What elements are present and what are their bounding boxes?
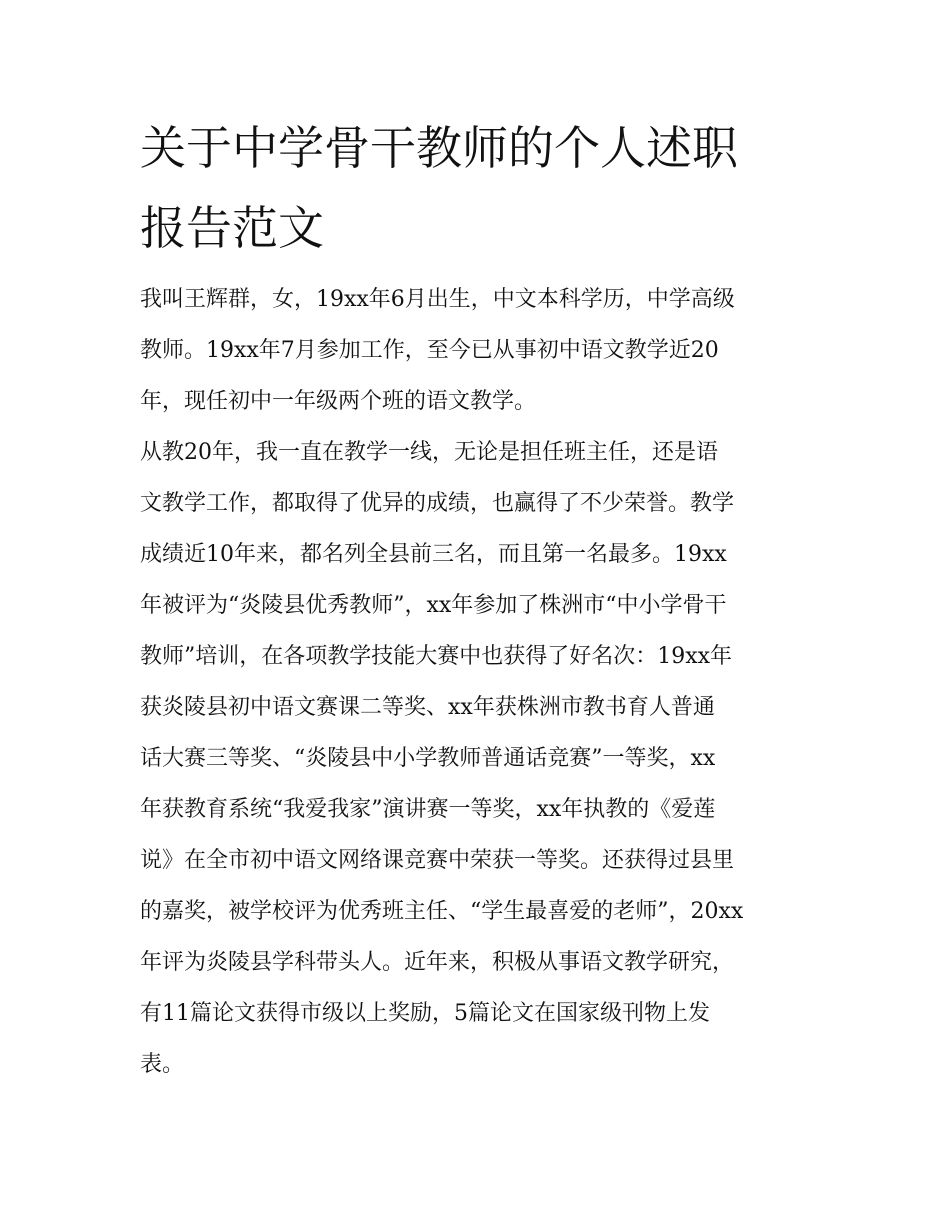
- text-line: 从教20年，我一直在教学一线，无论是担任班主任，还是语: [140, 440, 718, 465]
- title-line: 报告范文: [140, 201, 324, 255]
- paragraph-achievements: [140, 427, 812, 1090]
- text-line: 获炎陵县初中语文赛课二等奖、xx年获株洲市教书育人普通: [140, 695, 715, 720]
- document-title: [140, 108, 820, 268]
- text-line: 年获教育系统“我爱我家”演讲赛一等奖，xx年执教的《爱莲: [140, 797, 716, 822]
- text-line: 话大赛三等奖、“炎陵县中小学教师普通话竞赛”一等奖，xx: [140, 746, 716, 771]
- title-line: 关于中学骨干教师的个人述职: [140, 121, 738, 175]
- text-line: 说》在全市初中语文网络课竞赛中荣获一等奖。还获得过县里: [140, 848, 735, 873]
- text-line: 我叫王辉群，女，19xx年6月出生，中文本科学历，中学高级: [140, 287, 735, 312]
- document-body: [140, 274, 812, 1090]
- paragraph-intro: [140, 274, 812, 427]
- text-line: 教师”培训，在各项教学技能大赛中也获得了好名次：19xx年: [140, 644, 733, 669]
- text-line: 年被评为“炎陵县优秀教师”，xx年参加了株洲市“中小学骨干: [140, 593, 727, 618]
- text-line: 的嘉奖，被学校评为优秀班主任、“学生最喜爱的老师”，20xx: [140, 899, 744, 924]
- text-line: 教师。19xx年7月参加工作，至今已从事初中语文教学近20: [140, 338, 719, 363]
- text-line: 年评为炎陵县学科带头人。近年来，积极从事语文教学研究，: [140, 950, 735, 975]
- text-line: 有11篇论文获得市级以上奖励，5篇论文在国家级刊物上发: [140, 1001, 710, 1026]
- text-line: 文教学工作，都取得了优异的成绩，也赢得了不少荣誉。教学: [140, 491, 735, 516]
- text-line: 年，现任初中一年级两个班的语文教学。: [140, 389, 537, 414]
- text-line: 表。: [140, 1052, 185, 1077]
- text-line: 成绩近10年来，都名列全县前三名，而且第一名最多。19xx: [140, 542, 727, 567]
